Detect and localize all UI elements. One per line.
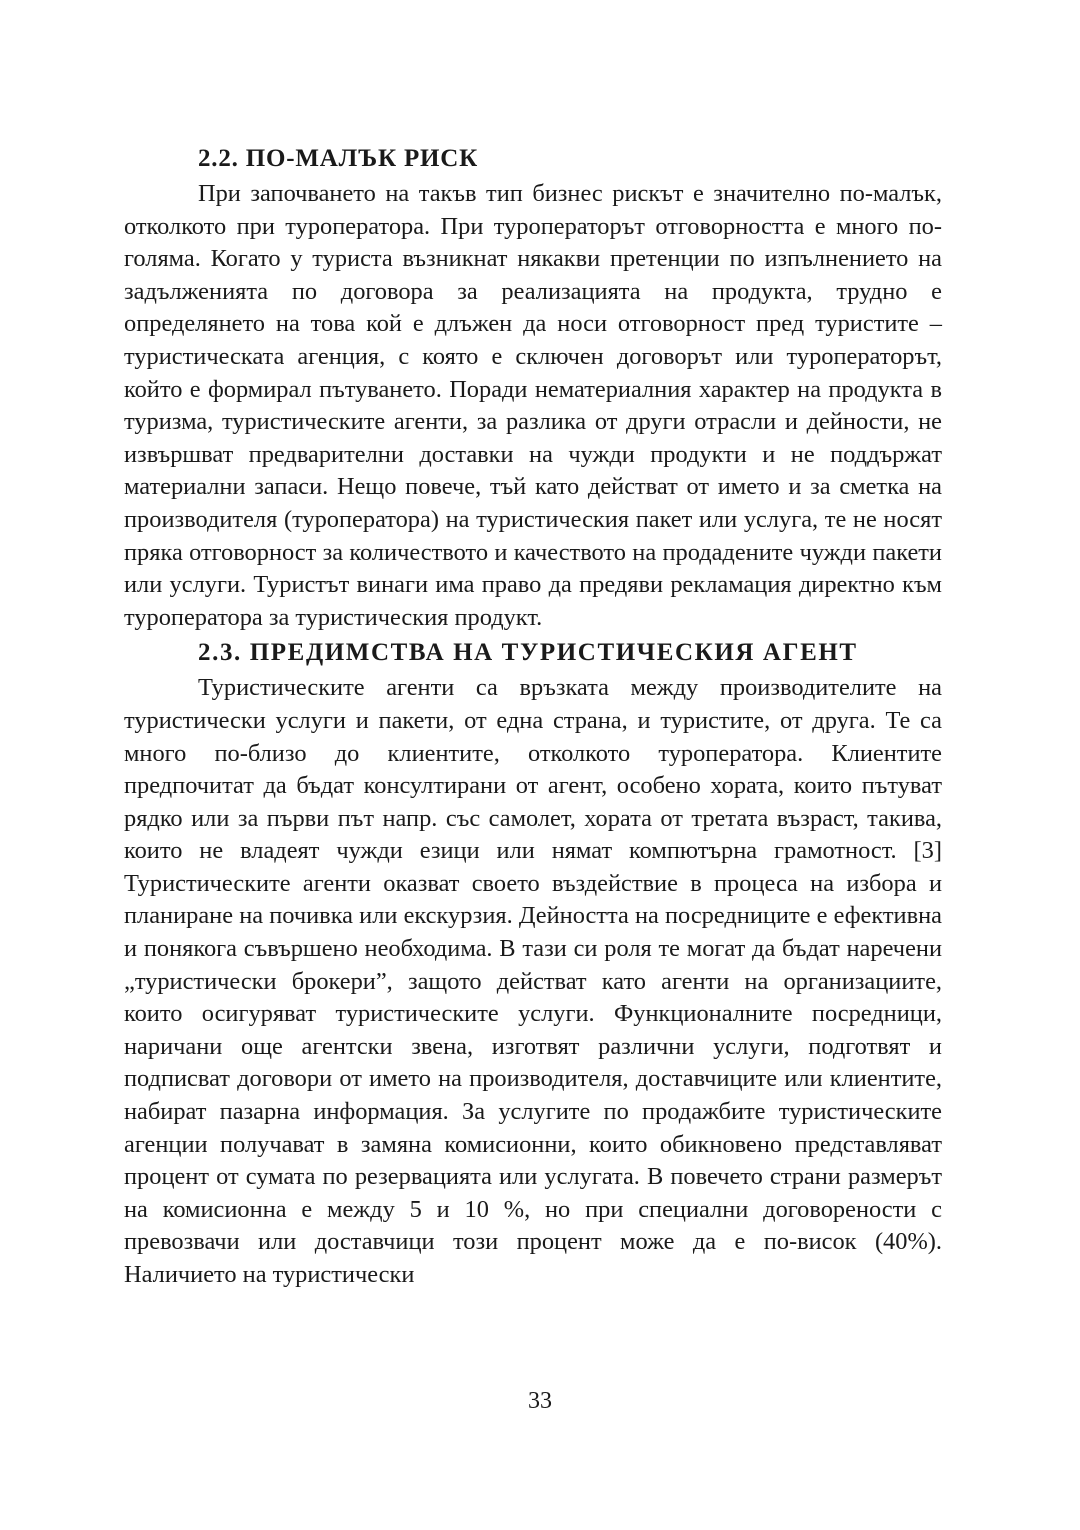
page-body	[124, 140, 942, 1292]
section-heading-risk: 2.2. ПО-МАЛЪК РИСК	[198, 145, 479, 172]
section-heading-advantages: 2.3. ПРЕДИМСТВА НА ТУРИСТИЧЕСКИЯ АГЕНТ	[198, 639, 858, 667]
paragraph-advantages: Туристическите агенти са връзката между производителите на туристически услуги и пакети, от една страна, и туристите, от друга. Те са много по-близо до клиентите, отколкото туроператора. Клиентите предпочитат да бъдат консултирани от агент, особено хората, които пътуват рядко или за първи път напр. със самолет, хората от третата възраст, такива, които не владеят чужди езици или нямат компютърна грамотност. [3] Туристическите агенти оказват своето въздействие в процеса на избора и планиране на почивка или екскурзия. Дейността на посредниците е ефективна и понякога съвършено необходима. В тази си роля те могат да бъдат наречени „туристически брокери”, защото действат като агенти на организациите, които осигуряват туристическите услуги. Функционалните посредници, наричани още агентски звена, изготвят различни услуги, подготвят и подписват договори от името на производителя, доставчиците или клиентите, набират пазарна информация. За услугите по продажбите туристическите агенции получават в замяна комисионни, които обикновено представляват процент от сумата по резервацията или услугата. В повечето страни размерът на комисионна е между 5 и 10 %, но при специални договорености с превозвачи или доставчици този процент може да е по-висок (40%). Наличието на туристически	[124, 674, 942, 1288]
paragraph-risk: При започването на такъв тип бизнес рискът е значително по-малък, отколкото при туроператора. При туроператорът отговорността е много по-голяма. Когато у туриста възникнат някакви претенции по изпълнението на задълженията по договора за реализацията на продукта, трудно е определянето на това кой е длъжен да носи отговорност пред туристите – туристическата агенция, с която е сключен договорът или туроператорът, който е формирал пътуването. Поради нематериалния характер на продукта в туризма, туристическите агенти, за разлика от други отрасли и дейности, не извършват предварителни доставки на чужди продукти и не поддържат материални запаси. Нещо повече, тъй като действат от името и за сметка на производителя (туроператора) на туристическия пакет или услуга, те не носят пряка отговорност за количеството и качеството на продадените чужди пакети или услуги. Туристът винаги има право да предяви рекламация директно към туроператора за туристическия продукт.	[124, 180, 942, 631]
page-number: 33	[528, 1388, 552, 1414]
